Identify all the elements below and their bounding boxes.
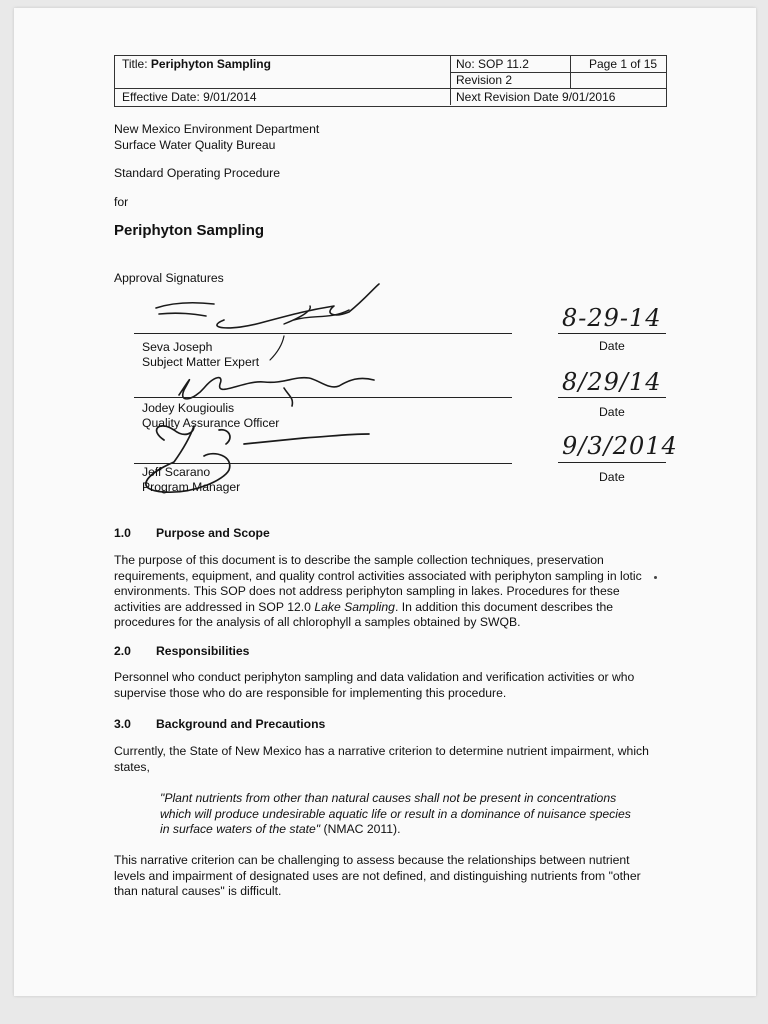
- effective-value: 9/01/2014: [203, 90, 257, 104]
- for-label: for: [114, 195, 129, 209]
- approval-heading: Approval Signatures: [114, 271, 224, 285]
- date-line-3: [558, 462, 666, 463]
- section-2-number: 2.0: [114, 644, 131, 658]
- title-label: Title:: [122, 57, 148, 71]
- handwritten-date-3: 9/3/2014: [562, 432, 678, 460]
- section-2-heading: [114, 644, 249, 658]
- document-title: Periphyton Sampling: [114, 222, 265, 239]
- section-3-heading: [114, 717, 325, 731]
- section-1-text-b: . In addition this document describes the procedures for the analysis of all chlorophyll a samples obtained by SWQB.: [114, 599, 614, 629]
- effective-date-cell: [122, 90, 257, 105]
- section-3-number: 3.0: [114, 717, 131, 731]
- section-1-text-a: The purpose of this document is to describe the sample collection techniques, preservation requirements, equipment, and quality control activities associated with periphyton sampling in lotic environments. This SOP does not address periphyton sampling in lakes. Procedures for these activities are addressed in SOP 12.0: [114, 553, 642, 614]
- signer-name-3: Jeff Scarano: [142, 465, 211, 479]
- date-line-2: [558, 397, 666, 398]
- date-label-1: Date: [599, 339, 625, 353]
- date-label-2: Date: [599, 405, 625, 419]
- date-line-1: [558, 333, 666, 334]
- signature-line-2: [134, 397, 512, 398]
- sop-label: Standard Operating Procedure: [114, 166, 280, 180]
- quote-text: "Plant nutrients from other than natural causes shall not be present in concentrations which will produce undesirable aquatic life or result in a dominance of nuisance species in surface waters of the state": [160, 791, 631, 836]
- signer-name-1: Seva Joseph: [142, 340, 213, 354]
- effective-label: Effective Date:: [122, 90, 200, 104]
- section-2-title: Responsibilities: [156, 644, 250, 658]
- page-number: Page 1 of 15: [589, 57, 658, 71]
- section-3-title: Background and Precautions: [156, 717, 326, 731]
- margin-dot: [654, 576, 657, 579]
- section-2-body: Personnel who conduct periphyton sampling and data validation and verification activities or who supervise those who do are responsible for implementing this procedure.: [114, 670, 635, 700]
- next-revision-date: Next Revision Date 9/01/2016: [456, 90, 616, 104]
- sop-number: No: SOP 11.2: [456, 57, 529, 71]
- signer-name-2: Jodey Kougioulis: [142, 401, 235, 415]
- section-3-quote: [160, 791, 640, 838]
- signer-role-2: Quality Assurance Officer: [142, 416, 280, 430]
- title-cell: [122, 57, 271, 72]
- signature-line-1: [134, 333, 512, 334]
- document-page: [14, 8, 756, 996]
- section-1-heading: [114, 526, 270, 540]
- quote-citation: (NMAC 2011).: [320, 822, 401, 836]
- section-3-body-2: This narrative criterion can be challenging to assess because the relationships between nutrient levels and impairment of designated uses are not defined, and distinguishing nutrients from "other than natural causes" is difficult.: [114, 853, 641, 898]
- handwritten-date-2: 8/29/14: [562, 368, 662, 396]
- date-label-3: Date: [599, 470, 625, 484]
- org-line-2: Surface Water Quality Bureau: [114, 138, 276, 152]
- revision: Revision 2: [456, 73, 513, 87]
- section-1-number: 1.0: [114, 526, 131, 540]
- signer-role-1: Subject Matter Expert: [142, 355, 260, 369]
- handwritten-date-1: 8-29-14: [562, 304, 662, 332]
- section-3-body-1: Currently, the State of New Mexico has a narrative criterion to determine nutrient impairment, which states,: [114, 744, 649, 774]
- signer-role-3: Program Manager: [142, 480, 241, 494]
- section-1-body: [114, 553, 659, 631]
- section-1-title: Purpose and Scope: [156, 526, 270, 540]
- section-1-text-italic: Lake Sampling: [314, 599, 395, 614]
- title-value: Periphyton Sampling: [150, 57, 271, 71]
- org-line-1: New Mexico Environment Department: [114, 122, 320, 136]
- header-table: [114, 55, 667, 107]
